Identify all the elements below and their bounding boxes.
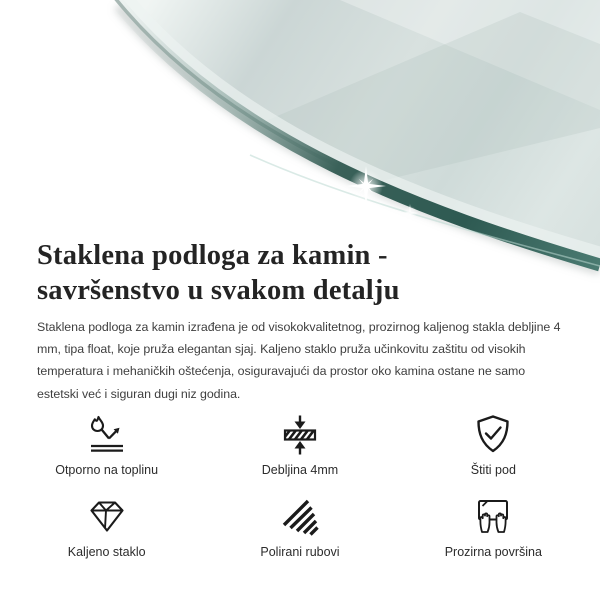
- feature-tempered-glass: [10, 494, 203, 559]
- feature-label: Otporno na toplinu: [55, 462, 159, 477]
- page-title-line2: savršenstvo u svakom detalju: [37, 275, 400, 306]
- feature-label: Prozirna površina: [444, 544, 542, 559]
- feature-label: Polirani rubovi: [260, 544, 340, 559]
- feature-label: Debljina 4mm: [261, 462, 339, 477]
- feature-transparent-surface: [397, 494, 590, 559]
- feature-protects-floor: [397, 412, 590, 477]
- feature-heat-resistant: [10, 412, 203, 477]
- page-title-line1: Staklena podloga za kamin -: [37, 240, 388, 271]
- feature-label: Kaljeno staklo: [67, 544, 146, 559]
- tempered-glass-diamond-icon: [84, 494, 130, 540]
- heat-resistant-icon: [84, 412, 130, 458]
- feature-grid: [0, 412, 600, 559]
- feature-label: Štiti pod: [470, 462, 516, 477]
- thickness-4mm-icon: [277, 412, 323, 458]
- feature-polished-edges: [203, 494, 396, 559]
- intro-paragraph: Staklena podloga za kamin izrađena je od visokokvalitetnog, prozirnog kaljenog stakla debljine 4 mm, tipa float, koje pruža elegantan sjaj. Kaljeno staklo pruža učinkovitu zaštitu od visokih temperatura i mehaničkih oštećenja, osiguravajući da prostor oko kamina ostane ne samo estetski već i siguran dugi niz godina.: [37, 320, 561, 401]
- polished-edges-icon: [277, 494, 323, 540]
- text-content: [0, 238, 600, 559]
- shield-check-icon: [470, 412, 516, 458]
- hands-holding-glass-icon: [470, 494, 516, 540]
- feature-thickness: [203, 412, 396, 477]
- page-title: [0, 238, 600, 308]
